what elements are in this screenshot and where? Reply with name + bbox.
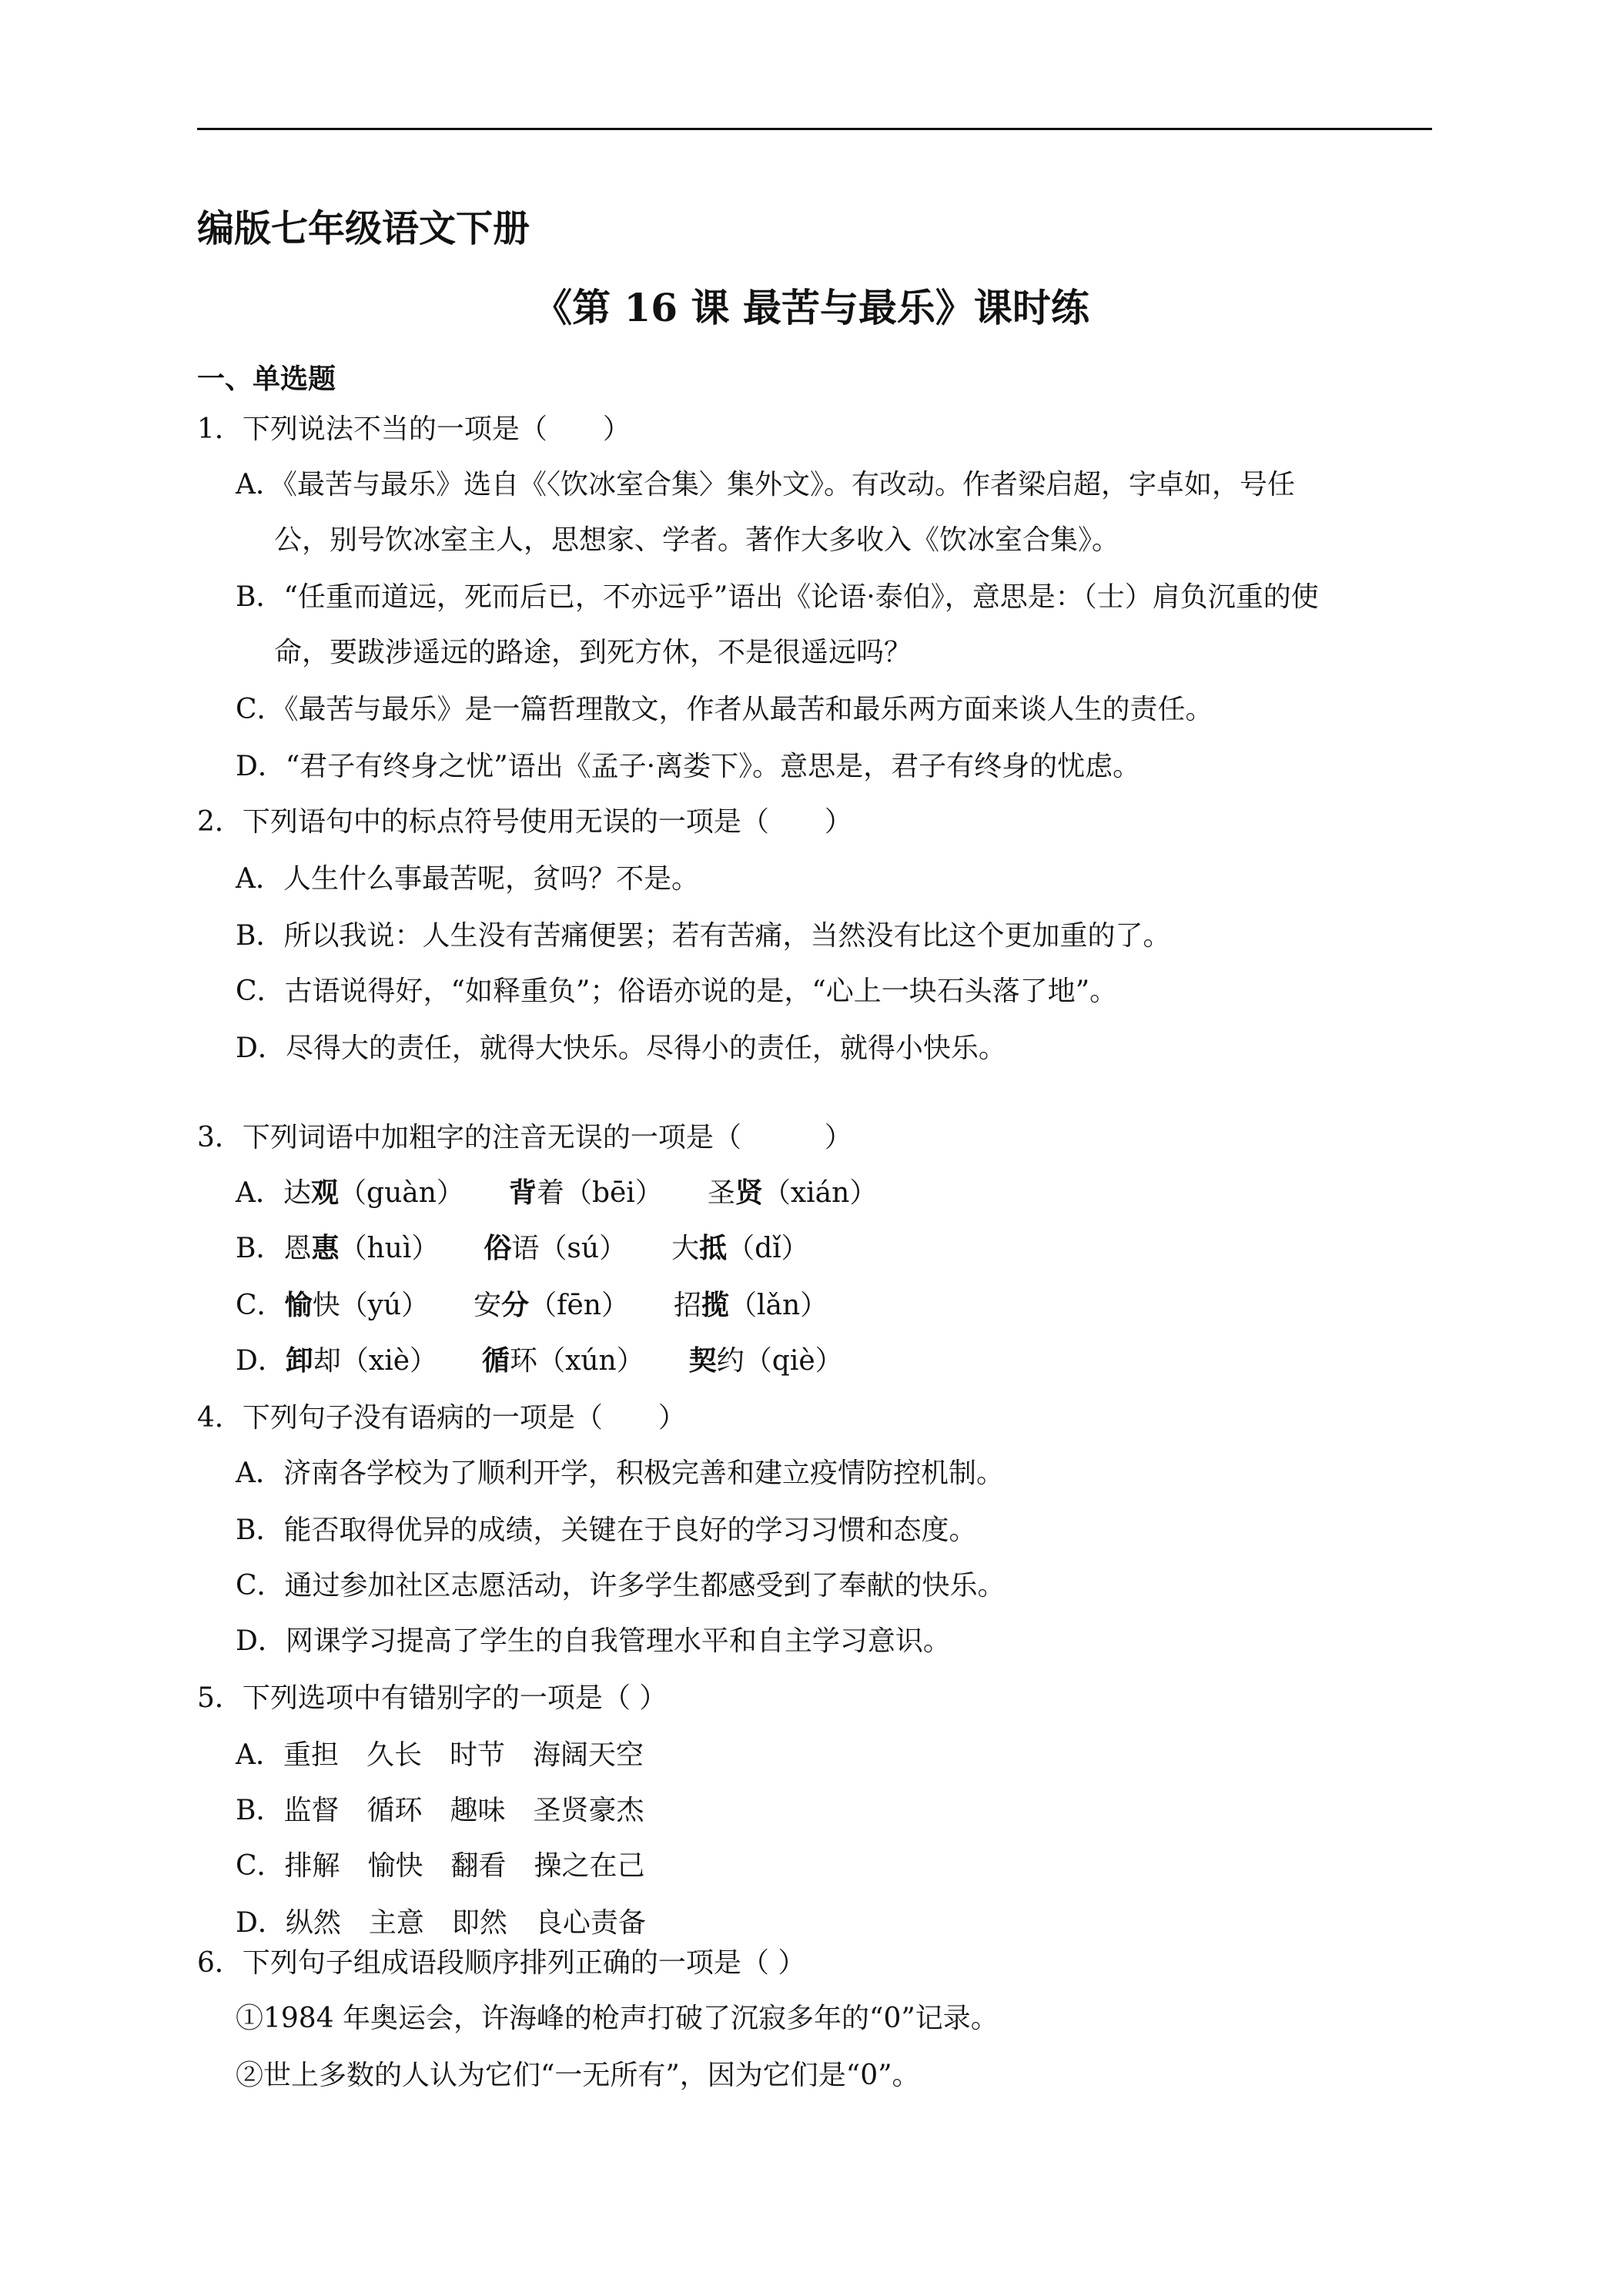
word-char: 约 bbox=[716, 1345, 745, 1377]
word-char: 语 bbox=[511, 1233, 540, 1264]
question-3-option-a bbox=[236, 1176, 877, 1210]
question-1-stem: 1．下列说法不当的一项是（ ） bbox=[197, 413, 631, 445]
bold-char: 愉 bbox=[284, 1289, 313, 1321]
word-char: 大 bbox=[671, 1233, 700, 1264]
question-2-option-d: D．尽得大的责任，就得大快乐。尽得小的责任，就得小快乐。 bbox=[236, 1033, 1006, 1064]
question-4-option-c: C．通过参加社区志愿活动，许多学生都感受到了奉献的快乐。 bbox=[236, 1570, 1006, 1602]
bold-char: 俗 bbox=[484, 1232, 512, 1264]
bold-char: 卸 bbox=[285, 1344, 313, 1377]
pinyin: （guàn） bbox=[339, 1177, 464, 1209]
question-5-option-b: B．监督 循环 趣味 圣贤豪杰 bbox=[236, 1795, 644, 1826]
question-4-option-a: A．济南各学校为了顺利开学，积极完善和建立疫情防控机制。 bbox=[236, 1458, 1004, 1489]
question-1-option-a: A．《最苦与最乐》选自《〈饮冰室合集〉集外文》。有改动。作者梁启超，字卓如，号任 bbox=[236, 469, 1295, 500]
question-3-option-d bbox=[236, 1344, 843, 1377]
word-char: 快 bbox=[312, 1290, 340, 1321]
question-6-stem: 6．下列句子组成语段顺序排列正确的一项是（ ） bbox=[197, 1947, 806, 1979]
bold-char: 观 bbox=[311, 1176, 340, 1209]
question-3-stem: 3．下列词语中加粗字的注音无误的一项是（ ） bbox=[197, 1122, 852, 1153]
question-6-sentence-1: ①1984 年奥运会，许海峰的枪声打破了沉寂多年的“0”记录。 bbox=[236, 2003, 999, 2034]
option-letter: C． bbox=[236, 1290, 285, 1321]
header-rule bbox=[197, 128, 1432, 130]
question-5-option-d: D．纵然 主意 即然 良心责备 bbox=[236, 1907, 646, 1939]
option-letter: D． bbox=[236, 1345, 286, 1377]
bold-char: 贤 bbox=[735, 1176, 763, 1209]
question-3-option-b bbox=[236, 1232, 809, 1265]
pinyin: （lǎn） bbox=[729, 1290, 828, 1321]
question-3-option-c bbox=[236, 1289, 828, 1322]
pinyin: （xiè） bbox=[340, 1345, 438, 1377]
question-2-option-b: B．所以我说：人生没有苦痛便罢；若有苦痛，当然没有比这个更加重的了。 bbox=[236, 920, 1171, 952]
pinyin: （bēi） bbox=[564, 1177, 663, 1209]
question-4-option-b: B．能否取得优异的成绩，关键在于良好的学习习惯和态度。 bbox=[236, 1514, 977, 1546]
question-4-stem: 4．下列句子没有语病的一项是（ ） bbox=[197, 1402, 686, 1434]
pinyin: （xún） bbox=[537, 1345, 644, 1377]
option-letter: A． bbox=[236, 1177, 283, 1209]
bold-char: 循 bbox=[482, 1344, 510, 1377]
pinyin: （qiè） bbox=[744, 1345, 843, 1377]
question-6-sentence-2: ②世上多数的人认为它们“一无所有”，因为它们是“0”。 bbox=[236, 2060, 920, 2091]
question-2-stem: 2．下列语句中的标点符号使用无误的一项是（ ） bbox=[197, 806, 852, 838]
question-2-option-c: C．古语说得好，“如释重负”；俗语亦说的是，“心上一块石头落了地”。 bbox=[236, 976, 1118, 1007]
question-1-option-c: C．《最苦与最乐》是一篇哲理散文，作者从最苦和最乐两方面来谈人生的责任。 bbox=[236, 694, 1213, 725]
question-1-option-b: B．“任重而道远，死而后已，不亦远乎”语出《论语·泰伯》，意思是：（士）肩负沉重的使 bbox=[236, 581, 1319, 613]
page-title: 《第 16 课 最苦与最乐》课时练 bbox=[534, 285, 1089, 330]
question-5-option-a: A．重担 久长 时节 海阔天空 bbox=[236, 1739, 644, 1771]
question-4-option-d: D．网课学习提高了学生的自我管理水平和自主学习意识。 bbox=[236, 1625, 951, 1657]
word-char: 却 bbox=[313, 1345, 341, 1377]
word-char: 恩 bbox=[283, 1233, 312, 1264]
document-header: 编版七年级语文下册 bbox=[197, 207, 530, 250]
word-char: 安 bbox=[474, 1290, 502, 1321]
pinyin: （fēn） bbox=[529, 1290, 629, 1321]
word-char: 着 bbox=[536, 1177, 564, 1209]
pinyin: （xián） bbox=[762, 1177, 878, 1209]
word-char: 环 bbox=[510, 1345, 538, 1377]
bold-char: 抵 bbox=[699, 1232, 728, 1264]
pinyin: （huì） bbox=[339, 1233, 440, 1264]
question-1-option-d: D．“君子有终身之忧”语出《孟子·离娄下》。意思是，君子有终身的忧虑。 bbox=[236, 751, 1141, 782]
pinyin: （sú） bbox=[539, 1233, 627, 1264]
bold-char: 契 bbox=[688, 1344, 717, 1377]
bold-char: 分 bbox=[501, 1289, 530, 1321]
section-heading: 一、单选题 bbox=[197, 363, 336, 395]
question-5-stem: 5．下列选项中有错别字的一项是（ ） bbox=[197, 1682, 668, 1714]
bold-char: 背 bbox=[508, 1176, 537, 1209]
pinyin: （dǐ） bbox=[727, 1233, 809, 1264]
word-char: 圣 bbox=[707, 1177, 735, 1209]
question-1-option-b-cont: 命，要跋涉遥远的路途，到死方休，不是很遥远吗？ bbox=[274, 637, 912, 668]
question-5-option-c: C．排解 愉快 翻看 操之在己 bbox=[236, 1850, 645, 1882]
bold-char: 揽 bbox=[701, 1289, 729, 1321]
word-char: 招 bbox=[673, 1290, 701, 1321]
pinyin: （yú） bbox=[340, 1290, 430, 1321]
bold-char: 惠 bbox=[311, 1232, 340, 1264]
question-2-option-a: A．人生什么事最苦呢，贫吗？不是。 bbox=[236, 863, 699, 895]
word-char: 达 bbox=[283, 1177, 312, 1209]
question-1-option-a-cont: 公，别号饮冰室主人，思想家、学者。著作大多收入《饮冰室合集》。 bbox=[274, 524, 1120, 556]
option-letter: B． bbox=[236, 1233, 284, 1264]
